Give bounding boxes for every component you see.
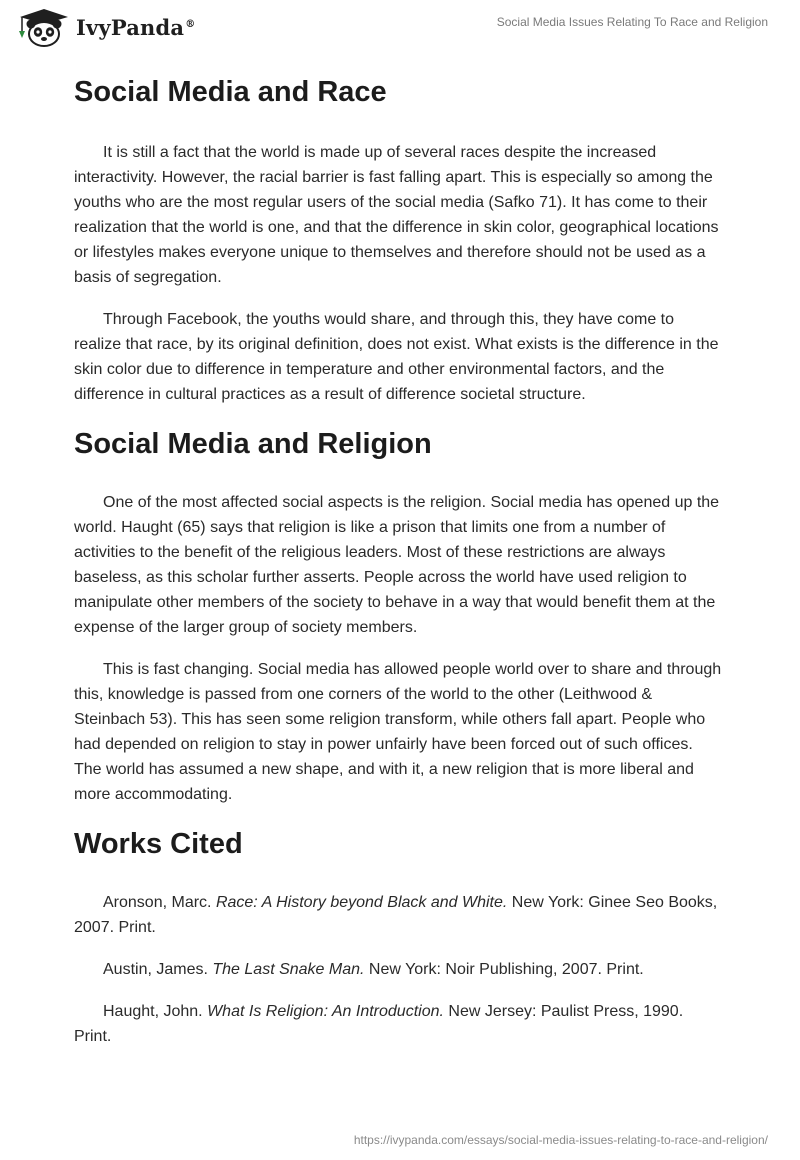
citation-publication: New York: Noir Publishing, 2007. Print. [364,961,644,978]
paragraph: It is still a fact that the world is made up of several races despite the increased interactivity. However, the racial barrier is fast falling apart. This is especially so among the youths who are the most regular users of the social media (Safko 71). It has come to their realization that the world is one, and that the difference in skin color, geographical locations or lifestyles makes everyone unique to themselves and therefore should not be used as a basis of segregation. [74,144,719,286]
paragraph: One of the most affected social aspects is the religion. Social media has opened up the world. Haught (65) says that religion is like a prison that limits one from a number of activities to the benefit of the religious leaders. Most of these restrictions are always baseless, as this scholar further asserts. People across the world have used religion to manipulate other members of the society to behave in a way that would benefit them at the expense of the larger group of society members. [74,494,720,636]
source-url: https://ivypanda.com/essays/social-media-issues-relating-to-race-and-religion/ [353,1133,768,1147]
logo-name: IvyPanda [76,14,185,40]
citation-publication: New York: Ginee Seo Books, 2007. Print. [74,894,718,936]
citation-entry [74,957,724,982]
logo-registered-mark: ® [185,18,196,30]
section-title-religion: Social Media and Religion [74,428,432,460]
citation-work-title: Race: A History beyond Black and White. [215,894,508,911]
logo-wordmark [76,15,195,40]
panda-graduate-icon [14,7,70,47]
citation-publication: New Jersey: Paulist Press, 1990. Print. [74,1003,684,1045]
document-title: Social Media Issues Relating To Race and Religion [496,15,768,29]
citation-entry [74,890,724,940]
citation-work-title: What Is Religion: An Introduction. [207,1003,444,1020]
section-title-works-cited: Works Cited [74,828,243,860]
ivypanda-logo[interactable] [14,7,195,47]
section-title-race: Social Media and Race [74,76,387,108]
citation-work-title: The Last Snake Man. [212,961,365,978]
citation-author: Haught, John. [103,1003,208,1020]
page-header [0,0,800,50]
paragraph: Through Facebook, the youths would share, and through this, they have come to realize that race, by its original definition, does not exist. What exists is the difference in the skin color due to difference in temperature and other environmental factors, and the difference in cultural practices as a result of difference societal structure. [74,311,719,403]
essay-content [74,70,724,1049]
citation-author: Aronson, Marc. [103,894,216,911]
paragraph: This is fast changing. Social media has allowed people world over to share and through this, knowledge is passed from one corners of the world to the other (Leithwood & Steinbach 53). This has seen some religion transform, while others fall apart. People who had depended on religion to stay in power unfairly have been forced out of such offices. The world has assumed a new shape, and with it, a new religion that is more liberal and more accommodating. [74,661,722,803]
citation-entry [74,999,724,1049]
citation-author: Austin, James. [103,961,213,978]
